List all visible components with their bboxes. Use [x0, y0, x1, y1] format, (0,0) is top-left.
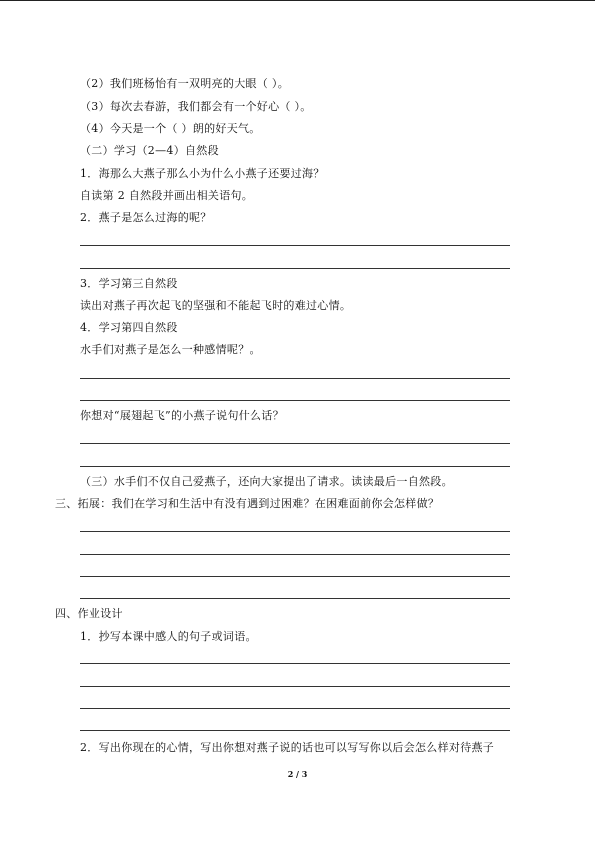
study-4-question: 水手们对燕子是怎么一种感情呢？。	[80, 343, 261, 356]
homework-1-text: 1．抄写本课中感人的句子或词语。	[80, 630, 257, 643]
answer-line	[80, 708, 510, 709]
answer-line	[80, 554, 510, 555]
page-number: 2 / 3	[287, 769, 308, 779]
section-2-heading: （二）学习（2—4）自然段	[80, 144, 219, 157]
answer-line	[80, 531, 510, 532]
study-1-question: 1．海那么大燕子那么小为什么小燕子还要过海？	[80, 167, 325, 180]
question-2-text: （2）我们班杨怡有一双明亮的大眼（ ）。	[80, 77, 289, 90]
question-4-text: （4）今天是一个（ ）朗的好天气。	[80, 122, 261, 135]
study-4-heading: 4．学习第四自然段	[80, 321, 178, 334]
answer-line	[80, 663, 510, 664]
answer-line	[80, 730, 510, 731]
section-3-text: （三）水手们不仅自己爱燕子，还向大家提出了请求。读读最后一自然段。	[80, 475, 453, 488]
answer-line	[80, 268, 510, 269]
question-3-text: （3）每次去春游，我们都会有一个好心（ ）。	[80, 100, 312, 113]
study-1-instruction: 自读第 2 自然段并画出相关语句。	[80, 189, 254, 202]
study-5-question: 你想对“展翅起飞”的小燕子说句什么话？	[80, 409, 284, 422]
extension-question: 三、拓展：我们在学习和生活中有没有遇到过困难？在困难面前你会怎样做？	[55, 497, 440, 510]
answer-line	[80, 576, 510, 577]
answer-line	[80, 378, 510, 379]
homework-heading: 四、作业设计	[55, 607, 123, 620]
study-3-heading: 3．学习第三自然段	[80, 277, 178, 290]
page-top-border	[0, 0, 595, 1]
answer-line	[80, 245, 510, 246]
study-2-question: 2．燕子是怎么过海的呢？	[80, 211, 212, 224]
answer-line	[80, 400, 510, 401]
answer-line	[80, 443, 510, 444]
answer-line	[80, 466, 510, 467]
answer-line	[80, 686, 510, 687]
answer-line	[80, 598, 510, 599]
study-3-instruction: 读出对燕子再次起飞的坚强和不能起飞时的难过心情。	[80, 299, 352, 312]
homework-2-text: 2．写出你现在的心情，写出你想对燕子说的话也可以写写你以后会怎么样对待燕子	[80, 741, 495, 754]
